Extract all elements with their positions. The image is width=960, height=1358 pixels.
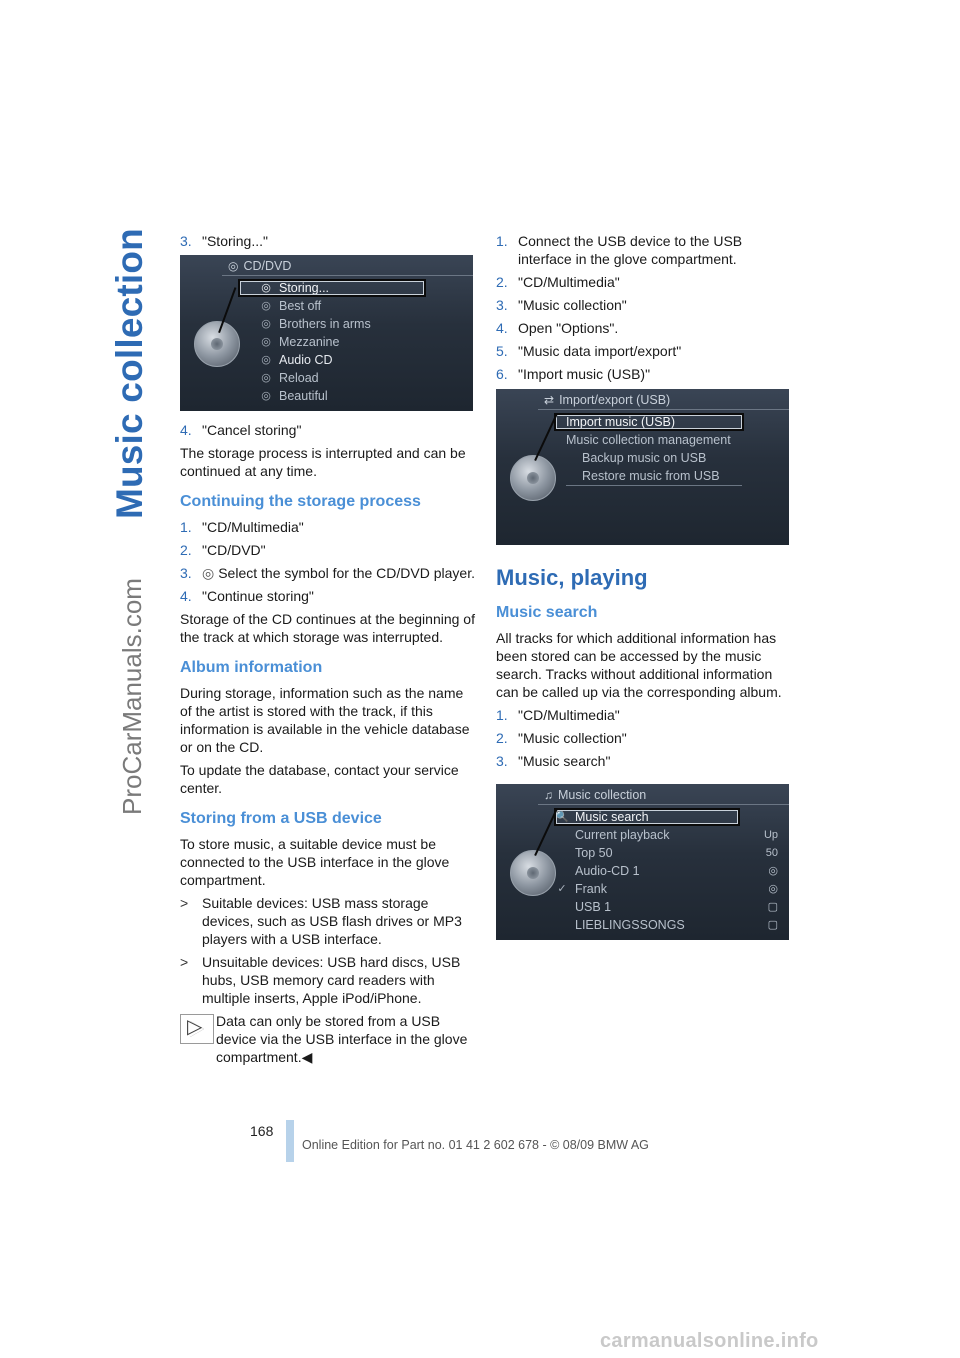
step — [180, 587, 476, 605]
menu-item-value: Up — [763, 829, 778, 841]
site-watermark-side: ProCarManuals.com — [116, 578, 147, 815]
heading-album-info: Album information — [180, 659, 323, 676]
heading-music-search: Music search — [496, 604, 598, 621]
disc-icon: ◎ — [228, 259, 239, 273]
paragraph: To update the database, contact your service center. — [180, 762, 459, 796]
screen-header: ◎ CD/DVD — [228, 259, 292, 273]
step-text: "Music collection" — [518, 730, 627, 746]
menu-item-value: ◎ — [768, 865, 778, 877]
menu-item[interactable] — [554, 826, 786, 844]
menu-item-label: Music collection management — [566, 433, 731, 447]
step — [496, 365, 790, 383]
step-number: 3. — [180, 565, 192, 581]
menu-item-value: 50 — [765, 847, 778, 859]
disc-icon: ◎ — [202, 565, 215, 581]
step-text: "Music search" — [518, 753, 611, 769]
step-text: Connect the USB device to the USB interface in the glove compartment. — [518, 233, 743, 267]
bullet-text: Suitable devices: USB mass storage devices, such as USB flash drives or MP3 players with a USB interface. — [202, 895, 462, 947]
note: ▷ Data can only be stored from a USB device via the USB interface in the glove compartment.◀ — [180, 1012, 476, 1066]
menu-item-label: Current playback — [575, 828, 670, 842]
search-icon: 🔍 — [555, 811, 569, 823]
bullet-mark: > — [180, 895, 189, 911]
heading-continuing: Continuing the storage process — [180, 493, 421, 510]
bullet-text: Unsuitable devices: USB hard discs, USB hubs, USB memory card readers with multiple inserts, Apple iPod/iPhone. — [202, 954, 461, 1006]
divider — [566, 485, 742, 486]
step — [496, 296, 790, 314]
paragraph: All tracks for which additional information has been stored can be accessed by the music search. Tracks without additional information can be called up via the corresponding album. — [496, 630, 782, 700]
screen-header: ♫ Music collection — [544, 788, 647, 802]
menu-item-label: Audio CD — [279, 353, 333, 367]
step-number: 2. — [496, 730, 508, 746]
disc-icon: ◎ — [261, 336, 271, 348]
step — [180, 518, 476, 536]
list-item — [180, 953, 476, 1007]
step-text: "CD/Multimedia" — [518, 707, 620, 723]
step — [496, 232, 790, 268]
left-column — [180, 232, 476, 1066]
step-text: "Import music (USB)" — [518, 366, 651, 382]
selection-highlight — [554, 413, 744, 431]
step — [496, 752, 790, 770]
right-column — [496, 232, 790, 950]
paragraph: Storage of the CD continues at the beginning of the track at which storage was interrupted. — [180, 611, 475, 645]
bullet-list — [180, 894, 476, 1007]
step — [496, 342, 790, 360]
controller-dial-icon — [510, 850, 556, 896]
site-watermark: carmanualsonline.info — [600, 1330, 819, 1352]
note-icon: ▷ — [180, 1014, 214, 1044]
divider — [538, 409, 789, 410]
menu-item-value: ▢ — [767, 919, 778, 931]
menu-item[interactable] — [258, 369, 468, 387]
disc-icon: ◎ — [261, 354, 271, 366]
step-number: 5. — [496, 343, 508, 359]
end-mark: ◀ — [301, 1049, 313, 1065]
step-number: 3. — [496, 297, 508, 313]
menu-item-label: Restore music from USB — [582, 469, 720, 483]
divider — [222, 275, 473, 276]
menu-item-label: Storing... — [279, 281, 330, 295]
menu-item-label: Brothers in arms — [279, 317, 371, 331]
step-number: 1. — [180, 519, 192, 535]
controller-dial-icon — [194, 321, 240, 367]
menu-item-label: Reload — [279, 371, 319, 385]
usb-icon: ⇄ — [544, 393, 555, 407]
menu-item[interactable] — [258, 315, 468, 333]
paragraph: To store music, a suitable device must be connected to the USB interface in the glove compartment. — [180, 836, 450, 888]
import-export-screenshot — [496, 389, 789, 545]
menu-item[interactable] — [554, 898, 786, 916]
step — [180, 541, 476, 559]
paragraph: During storage, information such as the name of the artist is stored with the track, if this information is available in the vehicle database or on the CD. — [180, 685, 470, 755]
usb-import-steps — [496, 232, 790, 383]
menu-item-value: ▢ — [767, 901, 778, 913]
disc-icon: ◎ — [261, 300, 271, 312]
step-number: 4. — [180, 588, 192, 604]
music-collection-screenshot — [496, 784, 789, 940]
menu-item-label: LIEBLINGSSONGS — [575, 918, 685, 932]
disc-icon: ◎ — [261, 318, 271, 330]
music-search-steps — [496, 706, 790, 770]
step-number: 1. — [496, 233, 508, 249]
menu-list — [554, 808, 786, 934]
menu-item-label: Frank — [575, 882, 607, 896]
footer-bar — [286, 1120, 294, 1162]
step — [496, 706, 790, 724]
menu-item-label: Backup music on USB — [582, 451, 707, 465]
step-number: 4. — [496, 320, 508, 336]
continue-steps — [180, 518, 476, 605]
menu-item[interactable] — [566, 431, 786, 449]
heading-usb: Storing from a USB device — [180, 810, 382, 827]
menu-item-value: ◎ — [768, 883, 778, 895]
step-number: 2. — [180, 542, 192, 558]
menu-item-label: Import music (USB) — [566, 415, 676, 429]
page-number: 168 — [250, 1123, 274, 1139]
menu-item-label: Beautiful — [279, 389, 328, 403]
edition-text: Online Edition for Part no. 01 41 2 602 678 - © 08/09 BMW AG — [302, 1138, 649, 1152]
heading-music-playing: Music, playing — [496, 565, 648, 590]
pointer-line — [534, 413, 558, 461]
step — [496, 319, 790, 337]
menu-item[interactable] — [554, 844, 786, 862]
menu-item[interactable] — [554, 916, 786, 934]
step-text: "CD/Multimedia" — [202, 519, 304, 535]
selection-highlight — [554, 808, 740, 826]
menu-list — [258, 279, 468, 405]
menu-item-label: Music search — [575, 810, 649, 824]
menu-item[interactable] — [554, 880, 786, 898]
menu-item-label: Mezzanine — [279, 335, 340, 349]
controller-dial-icon — [510, 455, 556, 501]
list-item — [180, 894, 476, 948]
menu-item-label: Audio-CD 1 — [575, 864, 640, 878]
bullet-mark: > — [180, 954, 189, 970]
step-text: "Music data import/export" — [518, 343, 682, 359]
menu-item-label: USB 1 — [575, 900, 612, 914]
step-number: 1. — [496, 707, 508, 723]
section-side-title: Music collection — [109, 228, 150, 520]
step-text: "CD/Multimedia" — [518, 274, 620, 290]
selection-highlight — [238, 279, 426, 297]
step-number: 2. — [496, 274, 508, 290]
step — [180, 564, 476, 582]
check-icon: ✓ — [557, 883, 567, 895]
disc-icon: ◎ — [261, 282, 271, 294]
step — [496, 273, 790, 291]
screen-header: ⇄ Import/export (USB) — [544, 393, 671, 407]
menu-item-label: Top 50 — [575, 846, 613, 860]
menu-item-label: Best off — [279, 299, 322, 313]
paragraph: The storage process is interrupted and can be continued at any time. — [180, 445, 466, 479]
menu-item[interactable] — [258, 297, 468, 315]
cd-dvd-screenshot — [180, 255, 473, 411]
divider — [538, 804, 789, 805]
step-number: 3. — [496, 753, 508, 769]
menu-item[interactable] — [554, 862, 786, 880]
step: 3. "Storing..." — [180, 233, 268, 249]
step: 4. "Cancel storing" — [180, 422, 302, 438]
menu-item[interactable] — [258, 333, 468, 351]
disc-icon: ◎ — [261, 390, 271, 402]
step-text: Select the symbol for the CD/DVD player. — [218, 565, 475, 581]
menu-item[interactable] — [258, 351, 468, 369]
menu-item[interactable] — [258, 387, 468, 405]
music-icon: ♫ — [544, 788, 553, 802]
step — [496, 729, 790, 747]
menu-item[interactable] — [566, 467, 786, 485]
step-text: "CD/DVD" — [202, 542, 266, 558]
disc-icon: ◎ — [261, 372, 271, 384]
step-number: 6. — [496, 366, 508, 382]
step-text: Open "Options". — [518, 320, 619, 336]
step-text: "Music collection" — [518, 297, 627, 313]
menu-item[interactable] — [566, 449, 786, 467]
step-text: "Continue storing" — [202, 588, 314, 604]
